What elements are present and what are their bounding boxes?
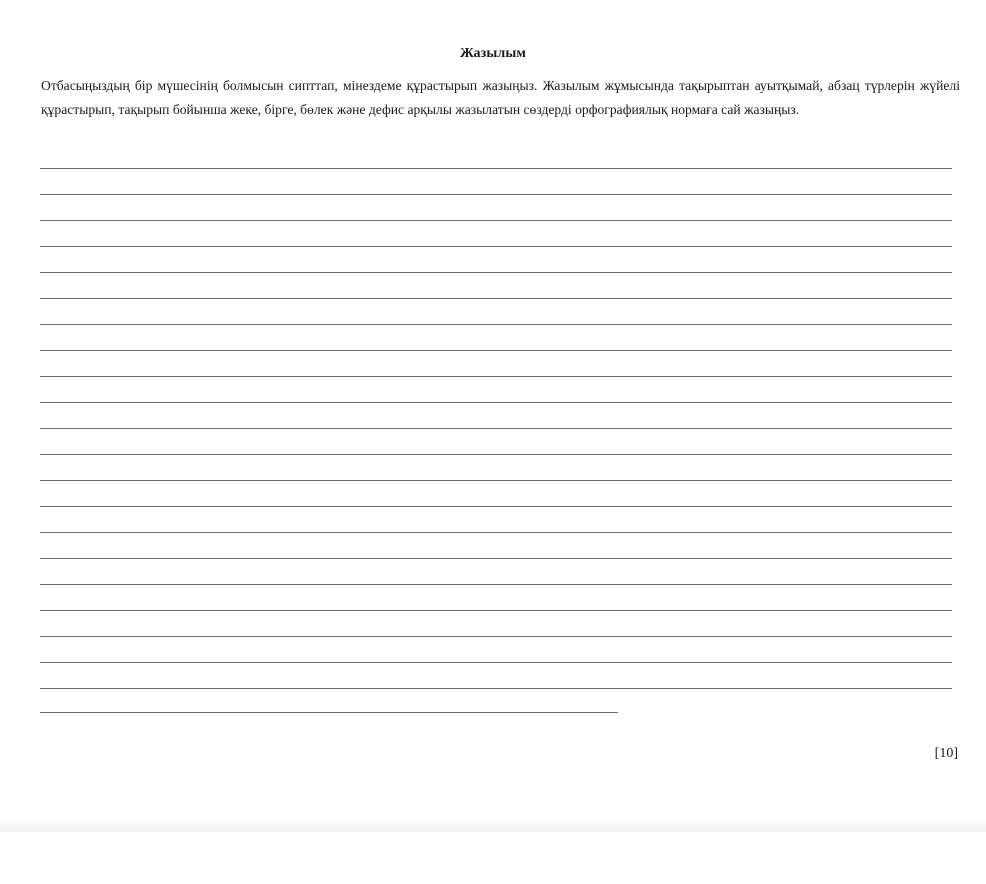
answer-line[interactable] [40,168,952,169]
score-value: [10] [934,746,958,761]
answer-line[interactable] [40,610,952,611]
answer-line[interactable] [40,194,952,195]
answer-line[interactable] [40,246,952,247]
answer-line[interactable] [40,428,952,429]
answer-line[interactable] [40,532,952,533]
answer-line[interactable] [40,558,952,559]
page-title: Жазылым [459,46,527,61]
answer-line[interactable] [40,324,952,325]
answer-line[interactable] [40,272,952,273]
answer-line[interactable] [40,220,952,221]
task-instructions: Отбасыңыздың бір мүшесінің болмысын сипттап, мінездеме құрастырып жазыңыз. Жазылым жұмысында тақырыптан ауытқымай, абзац түрлерін жүйелі құрастырып, тақырып бойынша жеке, бірге, бөлек және дефис арқылы жазылатын сөздерді орфографиялық нормаға сай жазыңыз. [41,78,960,117]
answer-line[interactable] [40,584,952,585]
answer-line-last[interactable] [40,712,618,713]
answer-line[interactable] [40,376,952,377]
answer-line[interactable] [40,662,952,663]
answer-line[interactable] [40,298,952,299]
answer-line[interactable] [40,688,952,689]
answer-line[interactable] [40,350,952,351]
viewer-background [0,832,986,884]
answer-line[interactable] [40,480,952,481]
answer-line[interactable] [40,402,952,403]
answer-line[interactable] [40,636,952,637]
page-bottom-shadow [0,818,986,832]
answer-line[interactable] [40,506,952,507]
answer-line[interactable] [40,454,952,455]
answer-lines [40,0,952,720]
